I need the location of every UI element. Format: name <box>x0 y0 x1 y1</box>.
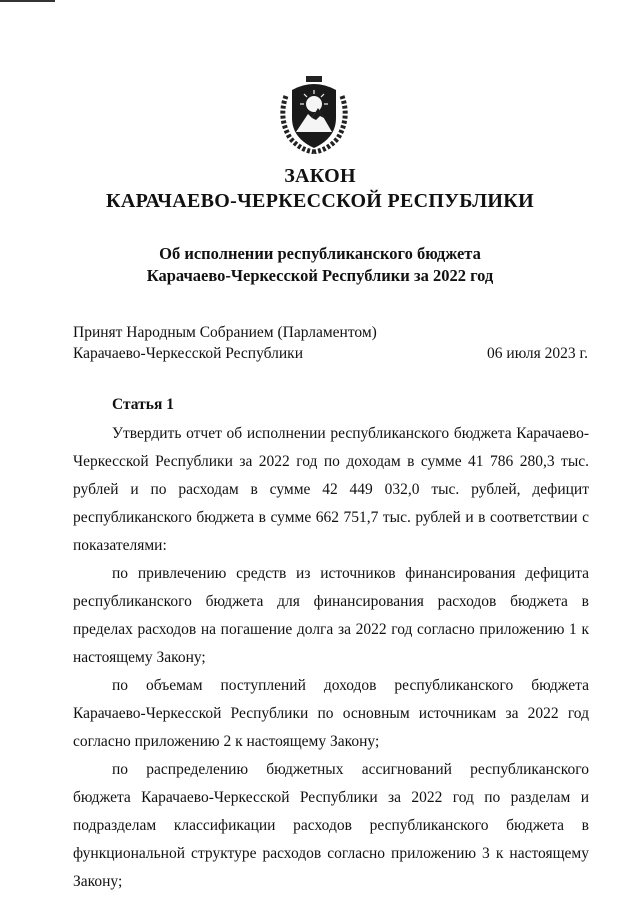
adoption-authority <box>73 322 377 364</box>
law-subject <box>0 243 640 287</box>
adoption-line-1: Принят Народным Собранием (Парламентом) <box>73 324 377 341</box>
law-title-line-2: КАРАЧАЕВО-ЧЕРКЕССКОЙ РЕСПУБЛИКИ <box>106 190 534 212</box>
article-heading: Статья 1 <box>112 396 174 413</box>
article-paragraph: Утвердить отчет об исполнении республиканского бюджета Карачаево-Черкесской Республики за 2022 год по доходам в сумме 41 786 280,3 тыс. рублей и по расходам в сумме 42 449 032,0 тыс. рублей, дефицит республиканского бюджета в сумме 662 751,7 тыс. рублей и в соответствии с показателями: <box>73 425 589 554</box>
article-body <box>73 420 589 896</box>
article-paragraph: по объемам поступлений доходов республиканского бюджета Карачаево-Черкесской Республики по основным источникам за 2022 год согласно приложению 2 к настоящему Закону; <box>73 677 589 750</box>
scan-artifact-line <box>0 0 55 2</box>
adoption-date: 06 июля 2023 г. <box>487 345 588 362</box>
adoption-line-2: Карачаево-Черкесской Республики <box>73 345 303 362</box>
law-subject-line-2: Карачаево-Черкесской Республики за 2022 год <box>146 266 494 285</box>
article-paragraph: по распределению бюджетных ассигнований республиканского бюджета Карачаево-Черкесской Республики за 2022 год по разделам и подразделам классификации расходов республиканского бюджета в функциональной структуре расходов согласно приложению 3 к настоящему Закону; <box>73 761 589 890</box>
law-title <box>0 164 640 214</box>
law-subject-line-1: Об исполнении республиканского бюджета <box>159 244 481 263</box>
article-paragraph: по привлечению средств из источников финансирования дефицита республиканского бюджета для финансирования расходов бюджета в пределах расходов на погашение долга за 2022 год согласно приложению 1 к настоящему Закону; <box>73 565 589 666</box>
law-title-line-1: ЗАКОН <box>284 165 356 187</box>
coat-of-arms-icon <box>276 74 352 154</box>
